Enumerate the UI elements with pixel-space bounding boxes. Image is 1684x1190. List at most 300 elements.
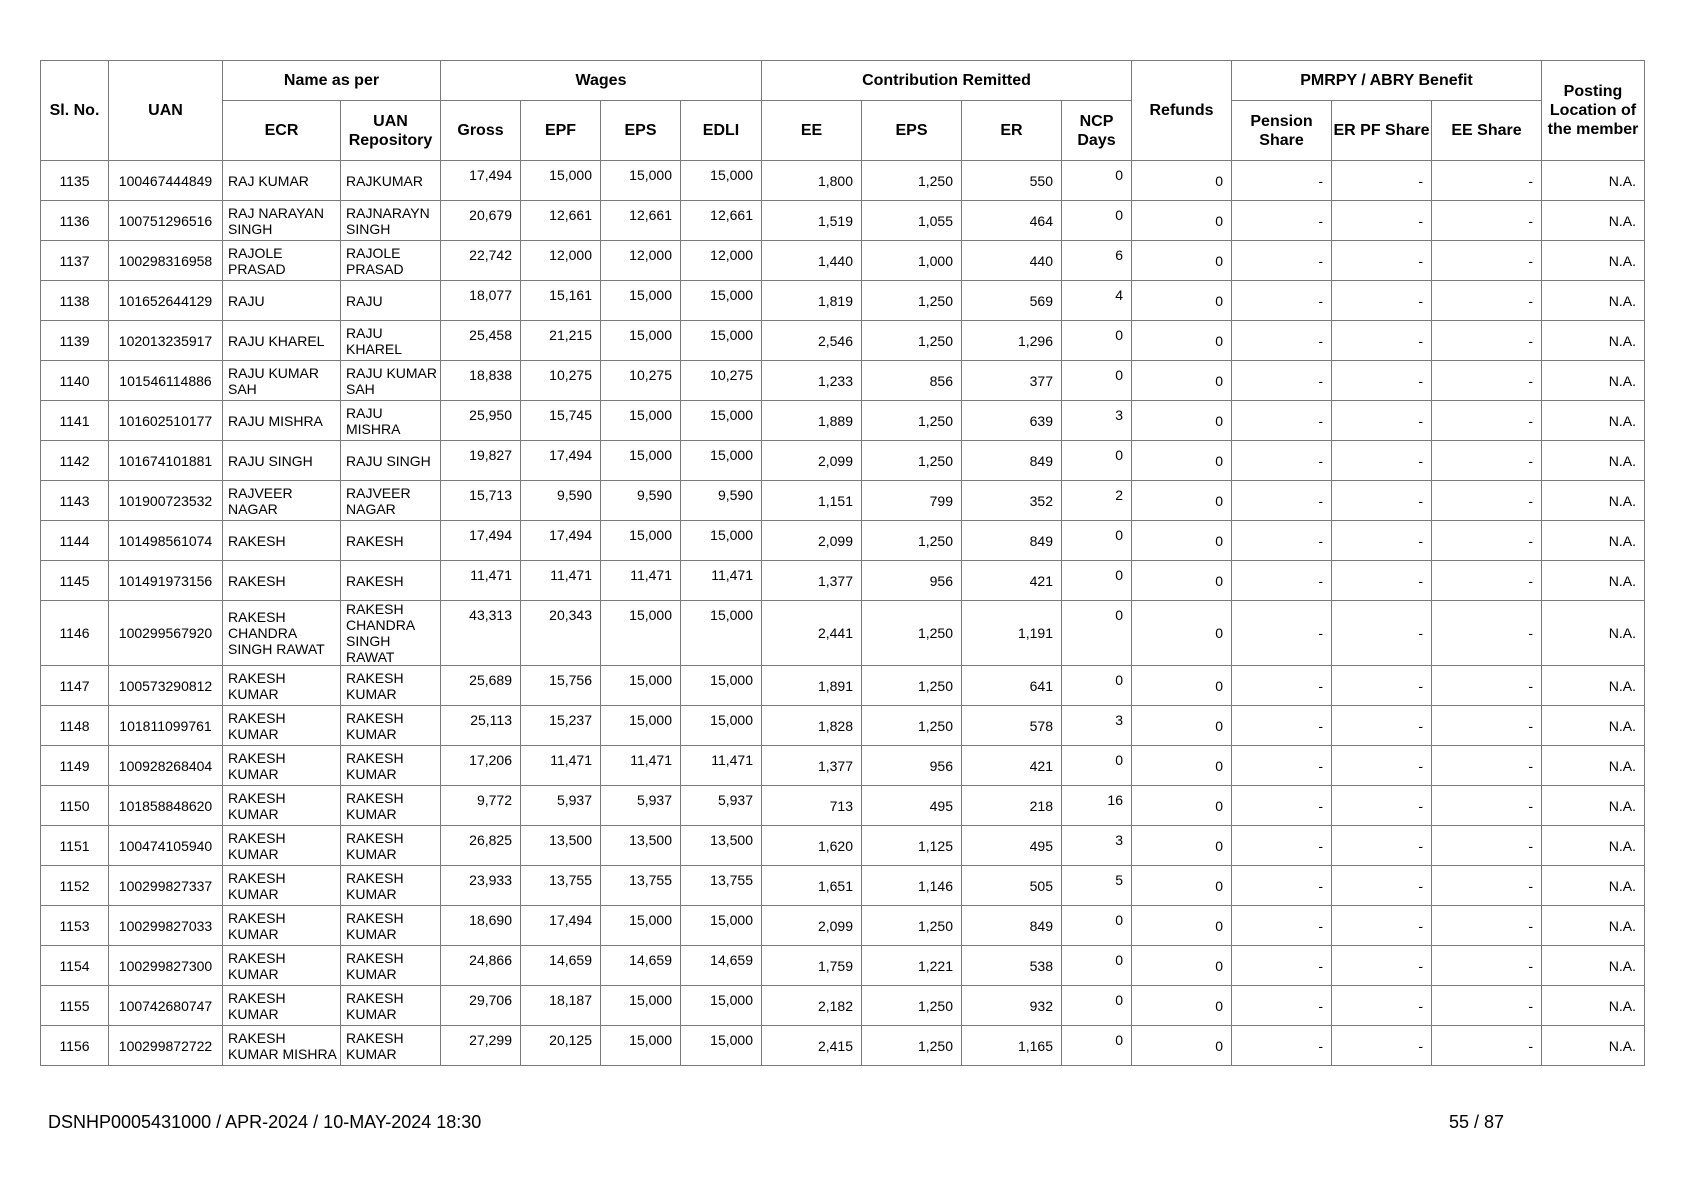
- cell-ee-share: -: [1432, 401, 1542, 441]
- cell-name-uan-repository: RAJVEER NAGAR: [341, 481, 441, 521]
- cell-ee: 1,651: [762, 866, 862, 906]
- cell-eps-contribution: 956: [862, 746, 962, 786]
- cell-epf: 20,343: [521, 601, 601, 666]
- cell-refunds: 0: [1132, 361, 1232, 401]
- cell-ee: 2,099: [762, 521, 862, 561]
- cell-er: 377: [962, 361, 1062, 401]
- cell-uan: 101491973156: [109, 561, 223, 601]
- cell-ee: 2,415: [762, 1026, 862, 1066]
- cell-ee: 2,099: [762, 906, 862, 946]
- cell-name-uan-repository: RAJNARAYN SINGH: [341, 201, 441, 241]
- cell-pension-share: -: [1232, 321, 1332, 361]
- cell-ncp-days: 0: [1062, 986, 1132, 1026]
- cell-gross: 18,838: [441, 361, 521, 401]
- cell-posting-location: N.A.: [1542, 561, 1645, 601]
- cell-epf: 13,755: [521, 866, 601, 906]
- cell-name-ecr: RAKESH KUMAR MISHRA: [223, 1026, 341, 1066]
- cell-name-ecr: RAJU KUMAR SAH: [223, 361, 341, 401]
- cell-posting-location: N.A.: [1542, 786, 1645, 826]
- cell-name-uan-repository: RAKESH: [341, 561, 441, 601]
- cell-pension-share: -: [1232, 746, 1332, 786]
- cell-ee: 2,182: [762, 986, 862, 1026]
- cell-epf: 5,937: [521, 786, 601, 826]
- cell-name-ecr: RAJOLE PRASAD: [223, 241, 341, 281]
- cell-ee-share: -: [1432, 746, 1542, 786]
- table-row: [41, 361, 1645, 401]
- cell-name-ecr: RAJ NARAYAN SINGH: [223, 201, 341, 241]
- cell-name-ecr: RAKESH KUMAR: [223, 866, 341, 906]
- cell-name-uan-repository: RAJOLE PRASAD: [341, 241, 441, 281]
- cell-refunds: 0: [1132, 786, 1232, 826]
- cell-eps-contribution: 856: [862, 361, 962, 401]
- cell-pension-share: -: [1232, 906, 1332, 946]
- cell-gross: 17,494: [441, 521, 521, 561]
- cell-name-uan-repository: RAJU MISHRA: [341, 401, 441, 441]
- cell-ncp-days: 16: [1062, 786, 1132, 826]
- table-row: [41, 746, 1645, 786]
- cell-er: 505: [962, 866, 1062, 906]
- cell-edli: 5,937: [681, 786, 762, 826]
- cell-refunds: 0: [1132, 706, 1232, 746]
- cell-epf: 15,161: [521, 281, 601, 321]
- cell-ncp-days: 3: [1062, 401, 1132, 441]
- cell-ncp-days: 0: [1062, 321, 1132, 361]
- cell-ncp-days: 5: [1062, 866, 1132, 906]
- cell-epf: 11,471: [521, 746, 601, 786]
- cell-epf: 12,661: [521, 201, 601, 241]
- cell-name-ecr: RAKESH KUMAR: [223, 746, 341, 786]
- cell-er: 495: [962, 826, 1062, 866]
- cell-eps-wages: 15,000: [601, 986, 681, 1026]
- col-header-sl-no: Sl. No.: [41, 61, 109, 161]
- cell-gross: 9,772: [441, 786, 521, 826]
- cell-epf: 15,745: [521, 401, 601, 441]
- cell-gross: 26,825: [441, 826, 521, 866]
- cell-name-ecr: RAKESH KUMAR: [223, 946, 341, 986]
- cell-posting-location: N.A.: [1542, 866, 1645, 906]
- cell-edli: 10,275: [681, 361, 762, 401]
- cell-eps-contribution: 1,055: [862, 201, 962, 241]
- cell-name-ecr: RAJU SINGH: [223, 441, 341, 481]
- cell-er-pf-share: -: [1332, 521, 1432, 561]
- cell-uan: 101811099761: [109, 706, 223, 746]
- cell-ee-share: -: [1432, 201, 1542, 241]
- cell-name-ecr: RAKESH KUMAR: [223, 786, 341, 826]
- cell-posting-location: N.A.: [1542, 746, 1645, 786]
- cell-posting-location: N.A.: [1542, 321, 1645, 361]
- cell-eps-wages: 15,000: [601, 321, 681, 361]
- cell-edli: 12,661: [681, 201, 762, 241]
- cell-name-ecr: RAKESH: [223, 561, 341, 601]
- cell-eps-contribution: 1,146: [862, 866, 962, 906]
- cell-ee-share: -: [1432, 986, 1542, 1026]
- cell-edli: 15,000: [681, 281, 762, 321]
- cell-gross: 25,113: [441, 706, 521, 746]
- cell-ncp-days: 6: [1062, 241, 1132, 281]
- cell-name-ecr: RAKESH KUMAR: [223, 706, 341, 746]
- cell-eps-contribution: 1,125: [862, 826, 962, 866]
- cell-sl-no: 1142: [41, 441, 109, 481]
- cell-name-uan-repository: RAJKUMAR: [341, 161, 441, 201]
- cell-epf: 9,590: [521, 481, 601, 521]
- cell-uan: 100299872722: [109, 1026, 223, 1066]
- cell-name-uan-repository: RAJU KHAREL: [341, 321, 441, 361]
- cell-epf: 20,125: [521, 1026, 601, 1066]
- cell-ee-share: -: [1432, 946, 1542, 986]
- cell-er-pf-share: -: [1332, 786, 1432, 826]
- col-header-refunds: Refunds: [1132, 61, 1232, 161]
- cell-ncp-days: 0: [1062, 521, 1132, 561]
- cell-ee: 1,440: [762, 241, 862, 281]
- cell-sl-no: 1145: [41, 561, 109, 601]
- cell-eps-contribution: 1,250: [862, 601, 962, 666]
- cell-uan: 100573290812: [109, 666, 223, 706]
- col-header-uan-repository: UAN Repository: [341, 101, 441, 161]
- cell-eps-contribution: 1,250: [862, 986, 962, 1026]
- col-header-ee-share: EE Share: [1432, 101, 1542, 161]
- cell-name-ecr: RAJU KHAREL: [223, 321, 341, 361]
- table-row: [41, 481, 1645, 521]
- cell-sl-no: 1156: [41, 1026, 109, 1066]
- cell-posting-location: N.A.: [1542, 161, 1645, 201]
- table-row: [41, 986, 1645, 1026]
- cell-er-pf-share: -: [1332, 746, 1432, 786]
- cell-gross: 18,690: [441, 906, 521, 946]
- cell-gross: 15,713: [441, 481, 521, 521]
- cell-posting-location: N.A.: [1542, 521, 1645, 561]
- cell-gross: 19,827: [441, 441, 521, 481]
- cell-gross: 24,866: [441, 946, 521, 986]
- table-row: [41, 666, 1645, 706]
- table-row: [41, 161, 1645, 201]
- cell-eps-contribution: 1,250: [862, 521, 962, 561]
- cell-uan: 101858848620: [109, 786, 223, 826]
- cell-ee: 2,099: [762, 441, 862, 481]
- cell-ee-share: -: [1432, 666, 1542, 706]
- table-row: [41, 826, 1645, 866]
- cell-epf: 13,500: [521, 826, 601, 866]
- cell-posting-location: N.A.: [1542, 481, 1645, 521]
- cell-ncp-days: 0: [1062, 441, 1132, 481]
- cell-ee: 1,233: [762, 361, 862, 401]
- cell-er: 1,165: [962, 1026, 1062, 1066]
- table-body: [41, 161, 1645, 1066]
- cell-eps-wages: 15,000: [601, 441, 681, 481]
- cell-ee-share: -: [1432, 601, 1542, 666]
- cell-refunds: 0: [1132, 521, 1232, 561]
- cell-name-uan-repository: RAKESH KUMAR: [341, 866, 441, 906]
- cell-ee: 2,546: [762, 321, 862, 361]
- cell-ee-share: -: [1432, 521, 1542, 561]
- cell-ee-share: -: [1432, 161, 1542, 201]
- col-header-ee: EE: [762, 101, 862, 161]
- cell-posting-location: N.A.: [1542, 281, 1645, 321]
- cell-ncp-days: 0: [1062, 561, 1132, 601]
- cell-name-uan-repository: RAKESH KUMAR: [341, 986, 441, 1026]
- cell-refunds: 0: [1132, 441, 1232, 481]
- cell-name-uan-repository: RAJU SINGH: [341, 441, 441, 481]
- cell-gross: 11,471: [441, 561, 521, 601]
- cell-posting-location: N.A.: [1542, 441, 1645, 481]
- cell-edli: 15,000: [681, 706, 762, 746]
- cell-er-pf-share: -: [1332, 441, 1432, 481]
- cell-eps-contribution: 1,250: [862, 906, 962, 946]
- cell-epf: 15,237: [521, 706, 601, 746]
- group-header-contribution-remitted: Contribution Remitted: [762, 61, 1132, 101]
- cell-er-pf-share: -: [1332, 201, 1432, 241]
- table-row: [41, 906, 1645, 946]
- cell-ee: 2,441: [762, 601, 862, 666]
- table-header: [41, 61, 1645, 161]
- cell-posting-location: N.A.: [1542, 401, 1645, 441]
- cell-eps-contribution: 1,250: [862, 706, 962, 746]
- cell-pension-share: -: [1232, 866, 1332, 906]
- cell-refunds: 0: [1132, 1026, 1232, 1066]
- cell-refunds: 0: [1132, 866, 1232, 906]
- cell-eps-wages: 15,000: [601, 706, 681, 746]
- cell-eps-wages: 11,471: [601, 561, 681, 601]
- col-header-edli: EDLI: [681, 101, 762, 161]
- cell-uan: 100298316958: [109, 241, 223, 281]
- cell-name-ecr: RAJ KUMAR: [223, 161, 341, 201]
- cell-eps-wages: 15,000: [601, 281, 681, 321]
- cell-er-pf-share: -: [1332, 481, 1432, 521]
- cell-name-uan-repository: RAKESH: [341, 521, 441, 561]
- cell-er-pf-share: -: [1332, 1026, 1432, 1066]
- cell-refunds: 0: [1132, 561, 1232, 601]
- cell-ncp-days: 2: [1062, 481, 1132, 521]
- cell-ncp-days: 0: [1062, 666, 1132, 706]
- cell-eps-wages: 9,590: [601, 481, 681, 521]
- cell-ee-share: -: [1432, 1026, 1542, 1066]
- cell-eps-wages: 12,661: [601, 201, 681, 241]
- cell-er-pf-share: -: [1332, 561, 1432, 601]
- cell-uan: 100299567920: [109, 601, 223, 666]
- cell-sl-no: 1136: [41, 201, 109, 241]
- group-header-pmrpy-abry: PMRPY / ABRY Benefit: [1232, 61, 1542, 101]
- cell-ncp-days: 0: [1062, 201, 1132, 241]
- cell-er-pf-share: -: [1332, 986, 1432, 1026]
- cell-er: 550: [962, 161, 1062, 201]
- col-header-gross: Gross: [441, 101, 521, 161]
- cell-epf: 17,494: [521, 441, 601, 481]
- cell-posting-location: N.A.: [1542, 946, 1645, 986]
- cell-eps-contribution: 1,250: [862, 441, 962, 481]
- cell-gross: 22,742: [441, 241, 521, 281]
- cell-sl-no: 1146: [41, 601, 109, 666]
- cell-er-pf-share: -: [1332, 361, 1432, 401]
- cell-er-pf-share: -: [1332, 666, 1432, 706]
- col-header-pension-share: Pension Share: [1232, 101, 1332, 161]
- cell-er-pf-share: -: [1332, 321, 1432, 361]
- cell-pension-share: -: [1232, 241, 1332, 281]
- table-row: [41, 946, 1645, 986]
- cell-ncp-days: 0: [1062, 946, 1132, 986]
- cell-refunds: 0: [1132, 481, 1232, 521]
- cell-name-uan-repository: RAKESH KUMAR: [341, 826, 441, 866]
- cell-ee-share: -: [1432, 441, 1542, 481]
- cell-edli: 9,590: [681, 481, 762, 521]
- cell-er: 569: [962, 281, 1062, 321]
- cell-epf: 18,187: [521, 986, 601, 1026]
- table-row: [41, 866, 1645, 906]
- cell-edli: 14,659: [681, 946, 762, 986]
- cell-er-pf-share: -: [1332, 161, 1432, 201]
- cell-name-uan-repository: RAKESH KUMAR: [341, 946, 441, 986]
- cell-eps-contribution: 495: [862, 786, 962, 826]
- cell-uan: 101546114886: [109, 361, 223, 401]
- cell-name-uan-repository: RAKESH KUMAR: [341, 1026, 441, 1066]
- cell-er-pf-share: -: [1332, 241, 1432, 281]
- cell-er: 218: [962, 786, 1062, 826]
- cell-name-ecr: RAKESH KUMAR: [223, 986, 341, 1026]
- cell-edli: 15,000: [681, 441, 762, 481]
- cell-refunds: 0: [1132, 986, 1232, 1026]
- col-header-posting-location: Posting Location of the member: [1542, 61, 1645, 161]
- cell-posting-location: N.A.: [1542, 201, 1645, 241]
- cell-er-pf-share: -: [1332, 866, 1432, 906]
- cell-ee-share: -: [1432, 906, 1542, 946]
- cell-eps-wages: 15,000: [601, 1026, 681, 1066]
- cell-ee-share: -: [1432, 706, 1542, 746]
- cell-ee-share: -: [1432, 241, 1542, 281]
- cell-er: 464: [962, 201, 1062, 241]
- cell-gross: 17,206: [441, 746, 521, 786]
- cell-eps-contribution: 1,250: [862, 161, 962, 201]
- cell-posting-location: N.A.: [1542, 826, 1645, 866]
- cell-pension-share: -: [1232, 401, 1332, 441]
- cell-name-uan-repository: RAKESH KUMAR: [341, 706, 441, 746]
- cell-er: 440: [962, 241, 1062, 281]
- cell-eps-contribution: 1,250: [862, 321, 962, 361]
- cell-uan: 101674101881: [109, 441, 223, 481]
- cell-ee: 1,377: [762, 561, 862, 601]
- table-row: [41, 321, 1645, 361]
- cell-sl-no: 1151: [41, 826, 109, 866]
- cell-uan: 101900723532: [109, 481, 223, 521]
- cell-epf: 17,494: [521, 521, 601, 561]
- cell-eps-contribution: 1,250: [862, 1026, 962, 1066]
- contribution-table: [40, 60, 1645, 1066]
- table-row: [41, 441, 1645, 481]
- cell-posting-location: N.A.: [1542, 601, 1645, 666]
- cell-ee-share: -: [1432, 481, 1542, 521]
- cell-ncp-days: 0: [1062, 746, 1132, 786]
- cell-edli: 15,000: [681, 666, 762, 706]
- cell-eps-wages: 15,000: [601, 401, 681, 441]
- cell-ncp-days: 0: [1062, 1026, 1132, 1066]
- cell-gross: 20,679: [441, 201, 521, 241]
- cell-refunds: 0: [1132, 746, 1232, 786]
- col-header-uan: UAN: [109, 61, 223, 161]
- cell-name-uan-repository: RAKESH CHANDRA SINGH RAWAT: [341, 601, 441, 666]
- cell-ee: 1,519: [762, 201, 862, 241]
- cell-ee-share: -: [1432, 361, 1542, 401]
- cell-eps-contribution: 956: [862, 561, 962, 601]
- cell-refunds: 0: [1132, 601, 1232, 666]
- table-row: [41, 601, 1645, 666]
- cell-er-pf-share: -: [1332, 706, 1432, 746]
- cell-er-pf-share: -: [1332, 281, 1432, 321]
- cell-ncp-days: 0: [1062, 161, 1132, 201]
- cell-eps-wages: 15,000: [601, 666, 681, 706]
- cell-gross: 23,933: [441, 866, 521, 906]
- cell-edli: 15,000: [681, 1026, 762, 1066]
- cell-pension-share: -: [1232, 281, 1332, 321]
- cell-er: 641: [962, 666, 1062, 706]
- cell-name-uan-repository: RAKESH KUMAR: [341, 666, 441, 706]
- cell-er-pf-share: -: [1332, 401, 1432, 441]
- cell-pension-share: -: [1232, 361, 1332, 401]
- cell-pension-share: -: [1232, 706, 1332, 746]
- cell-name-uan-repository: RAJU: [341, 281, 441, 321]
- cell-name-ecr: RAKESH: [223, 521, 341, 561]
- cell-ee-share: -: [1432, 561, 1542, 601]
- cell-uan: 100467444849: [109, 161, 223, 201]
- table-row: [41, 201, 1645, 241]
- table-row: [41, 561, 1645, 601]
- table-row: [41, 706, 1645, 746]
- cell-posting-location: N.A.: [1542, 1026, 1645, 1066]
- cell-uan: 100751296516: [109, 201, 223, 241]
- table-row: [41, 1026, 1645, 1066]
- cell-ee-share: -: [1432, 786, 1542, 826]
- cell-gross: 27,299: [441, 1026, 521, 1066]
- cell-sl-no: 1139: [41, 321, 109, 361]
- group-header-name-as-per: Name as per: [223, 61, 441, 101]
- cell-sl-no: 1147: [41, 666, 109, 706]
- cell-gross: 43,313: [441, 601, 521, 666]
- cell-sl-no: 1150: [41, 786, 109, 826]
- cell-sl-no: 1140: [41, 361, 109, 401]
- cell-uan: 100299827300: [109, 946, 223, 986]
- cell-edli: 15,000: [681, 161, 762, 201]
- cell-epf: 15,756: [521, 666, 601, 706]
- cell-refunds: 0: [1132, 161, 1232, 201]
- col-header-er: ER: [962, 101, 1062, 161]
- cell-uan: 101602510177: [109, 401, 223, 441]
- cell-ee: 1,889: [762, 401, 862, 441]
- cell-uan: 101652644129: [109, 281, 223, 321]
- table-row: [41, 241, 1645, 281]
- document-reference: DSNHP0005431000 / APR-2024 / 10-MAY-2024 18:30: [48, 1112, 482, 1132]
- col-header-eps-wages: EPS: [601, 101, 681, 161]
- cell-posting-location: N.A.: [1542, 241, 1645, 281]
- cell-ee: 1,377: [762, 746, 862, 786]
- cell-ee: 1,759: [762, 946, 862, 986]
- cell-eps-wages: 15,000: [601, 601, 681, 666]
- cell-ncp-days: 3: [1062, 706, 1132, 746]
- cell-edli: 15,000: [681, 521, 762, 561]
- cell-name-ecr: RAKESH CHANDRA SINGH RAWAT: [223, 601, 341, 666]
- cell-refunds: 0: [1132, 241, 1232, 281]
- cell-pension-share: -: [1232, 786, 1332, 826]
- cell-ee-share: -: [1432, 281, 1542, 321]
- cell-pension-share: -: [1232, 666, 1332, 706]
- cell-pension-share: -: [1232, 521, 1332, 561]
- cell-sl-no: 1144: [41, 521, 109, 561]
- cell-epf: 17,494: [521, 906, 601, 946]
- cell-er: 1,191: [962, 601, 1062, 666]
- cell-posting-location: N.A.: [1542, 666, 1645, 706]
- cell-eps-contribution: 1,000: [862, 241, 962, 281]
- cell-sl-no: 1137: [41, 241, 109, 281]
- cell-pension-share: -: [1232, 986, 1332, 1026]
- cell-ee-share: -: [1432, 866, 1542, 906]
- cell-gross: 17,494: [441, 161, 521, 201]
- cell-sl-no: 1155: [41, 986, 109, 1026]
- cell-refunds: 0: [1132, 401, 1232, 441]
